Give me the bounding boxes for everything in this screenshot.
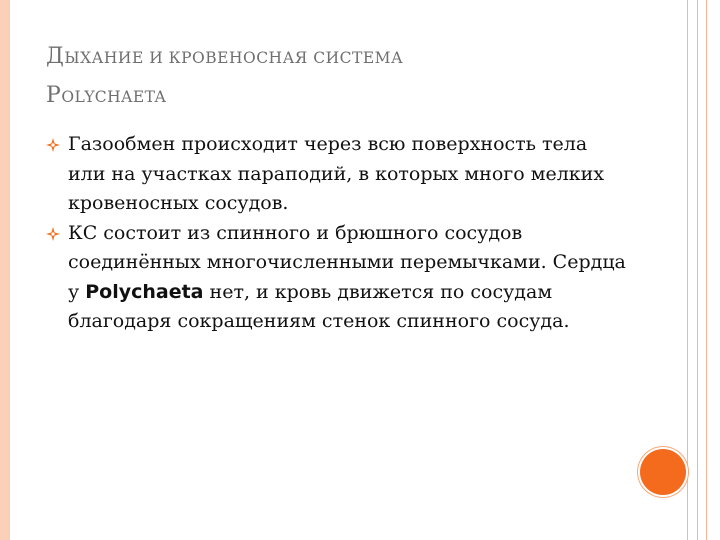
bullet-text: Газообмен происходит через всю поверхность тела или на участках параподий, в которых много мелких кровеносных сосудов. bbox=[68, 133, 605, 214]
bullet-text-before: КС состоит из спинного и брюшного сосудов соединённых многочисленными перемычками. Сердца у bbox=[68, 221, 626, 303]
bullet-text-bold: Polychaeta bbox=[85, 280, 204, 303]
right-frame-line bbox=[706, 0, 707, 540]
orange-circle-icon bbox=[640, 449, 686, 495]
bullet-item bbox=[46, 130, 626, 219]
four-point-star-icon bbox=[46, 227, 60, 241]
title-line-1 bbox=[46, 38, 646, 77]
bullet-item bbox=[46, 219, 626, 337]
slide-title bbox=[46, 38, 646, 116]
title-line-1-initial: Д bbox=[46, 44, 65, 69]
four-point-star-icon bbox=[46, 138, 60, 152]
right-frame-line bbox=[687, 0, 688, 540]
title-line-2 bbox=[46, 77, 646, 116]
bullet-list bbox=[46, 130, 626, 337]
right-frame-line bbox=[697, 0, 698, 540]
left-frame-border bbox=[0, 0, 10, 540]
bullet-text-after: нет, и кровь движется по сосудам благодаря сокращениям стенок спинного сосуда. bbox=[68, 280, 570, 332]
title-line-1-rest: ЫХАНИЕ И КРОВЕНОСНАЯ СИСТЕМА bbox=[64, 49, 404, 67]
title-line-2-initial: P bbox=[46, 83, 62, 108]
title-line-2-rest: OLYCHAETA bbox=[61, 88, 167, 106]
